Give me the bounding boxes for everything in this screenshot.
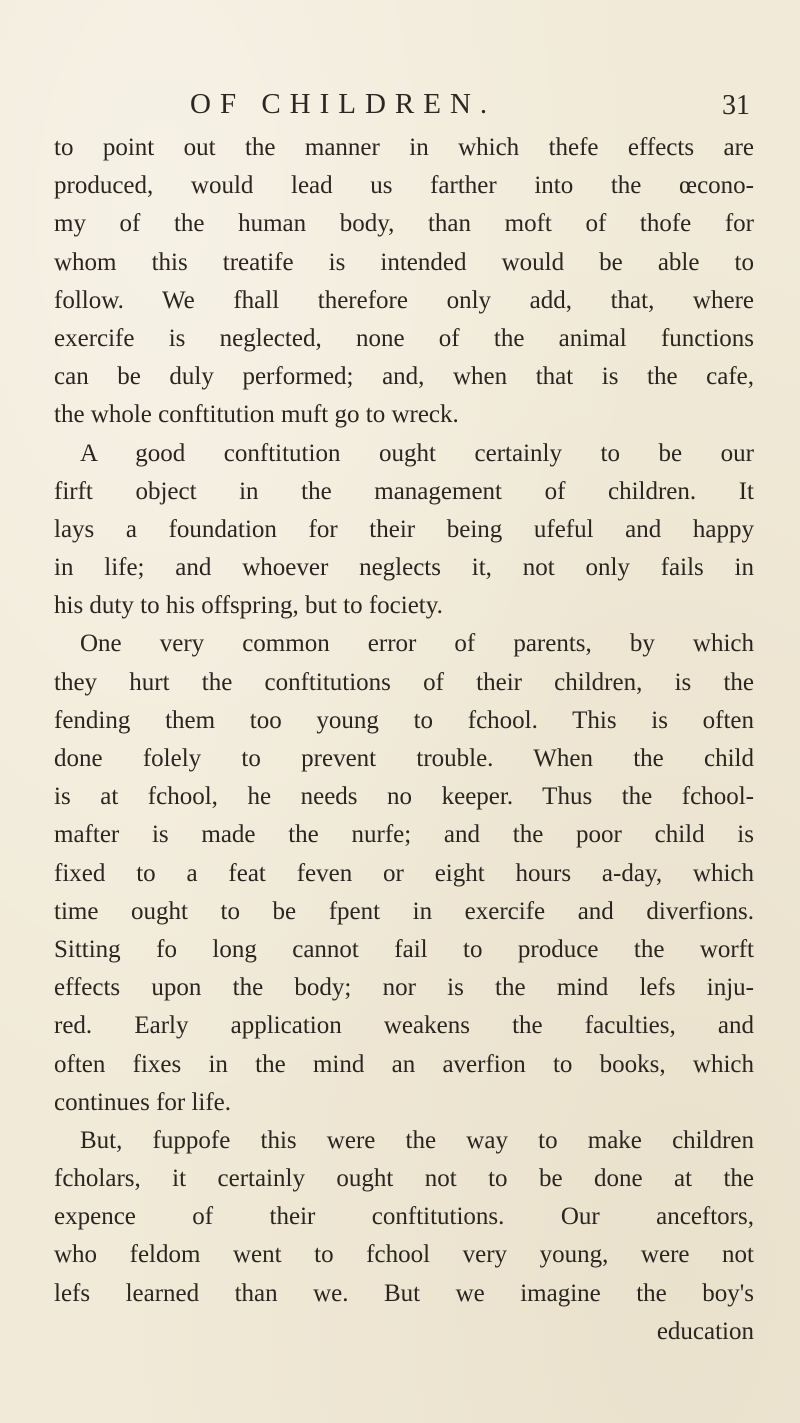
text-line: One very common error of parents, by which <box>80 630 754 658</box>
text-line: is at fchool, he needs no keeper. Thus the fchool- <box>54 783 754 811</box>
text-line: they hurt the conftitutions of their children, is the <box>54 668 754 696</box>
page-number: 31 <box>722 90 750 121</box>
text-line: follow. We fhall therefore only add, that, where <box>54 286 754 314</box>
text-line: fcholars, it certainly ought not to be done at the <box>54 1165 754 1193</box>
text-line: his duty to his offspring, but to fociety. <box>54 592 443 620</box>
text-line: time ought to be fpent in exercife and diverfions. <box>54 897 754 925</box>
text-line: effects upon the body; nor is the mind lefs inju- <box>54 974 754 1002</box>
page-header <box>190 88 750 128</box>
text-line: fending them too young to fchool. This is often <box>54 706 754 734</box>
text-line: expence of their conftitutions. Our anceftors, <box>54 1203 754 1231</box>
text-line: red. Early application weakens the faculties, and <box>54 1012 754 1040</box>
text-line: often fixes in the mind an averfion to books, which <box>54 1050 754 1078</box>
text-line: in life; and whoever neglects it, not only fails in <box>54 554 754 582</box>
text-line: But, fuppofe this were the way to make children <box>80 1126 754 1154</box>
text-line: exercife is neglected, none of the animal functions <box>54 324 754 352</box>
text-line: to point out the manner in which thefe effects are <box>54 134 754 161</box>
text-line: produced, would lead us farther into the œcono- <box>54 172 754 200</box>
text-line: fixed to a feat feven or eight hours a-day, which <box>54 859 754 887</box>
running-head: OF CHILDREN. <box>190 88 497 120</box>
text-line: lays a foundation for their being ufeful and happy <box>54 515 754 543</box>
text-line: continues for life. <box>54 1088 232 1116</box>
text-line: mafter is made the nurfe; and the poor child is <box>54 821 754 849</box>
text-line: whom this treatife is intended would be able to <box>54 248 754 276</box>
text-line: A good conftitution ought certainly to be our <box>80 439 754 467</box>
text-line: can be duly performed; and, when that is the cafe, <box>54 363 754 391</box>
text-line: my of the human body, than moft of thofe for <box>54 210 754 238</box>
text-line: lefs learned than we. But we imagine the boy's <box>54 1279 754 1307</box>
text-line: firft object in the management of children. It <box>54 477 754 505</box>
text-line: Sitting fo long cannot fail to produce the worft <box>54 935 754 963</box>
text-line: the whole conftitution muft go to wreck. <box>54 401 459 429</box>
text-line: who feldom went to fchool very young, were not <box>54 1241 754 1269</box>
text-line: done folely to prevent trouble. When the child <box>54 745 754 772</box>
catchword: education <box>656 1317 754 1345</box>
body-text <box>54 129 754 1351</box>
